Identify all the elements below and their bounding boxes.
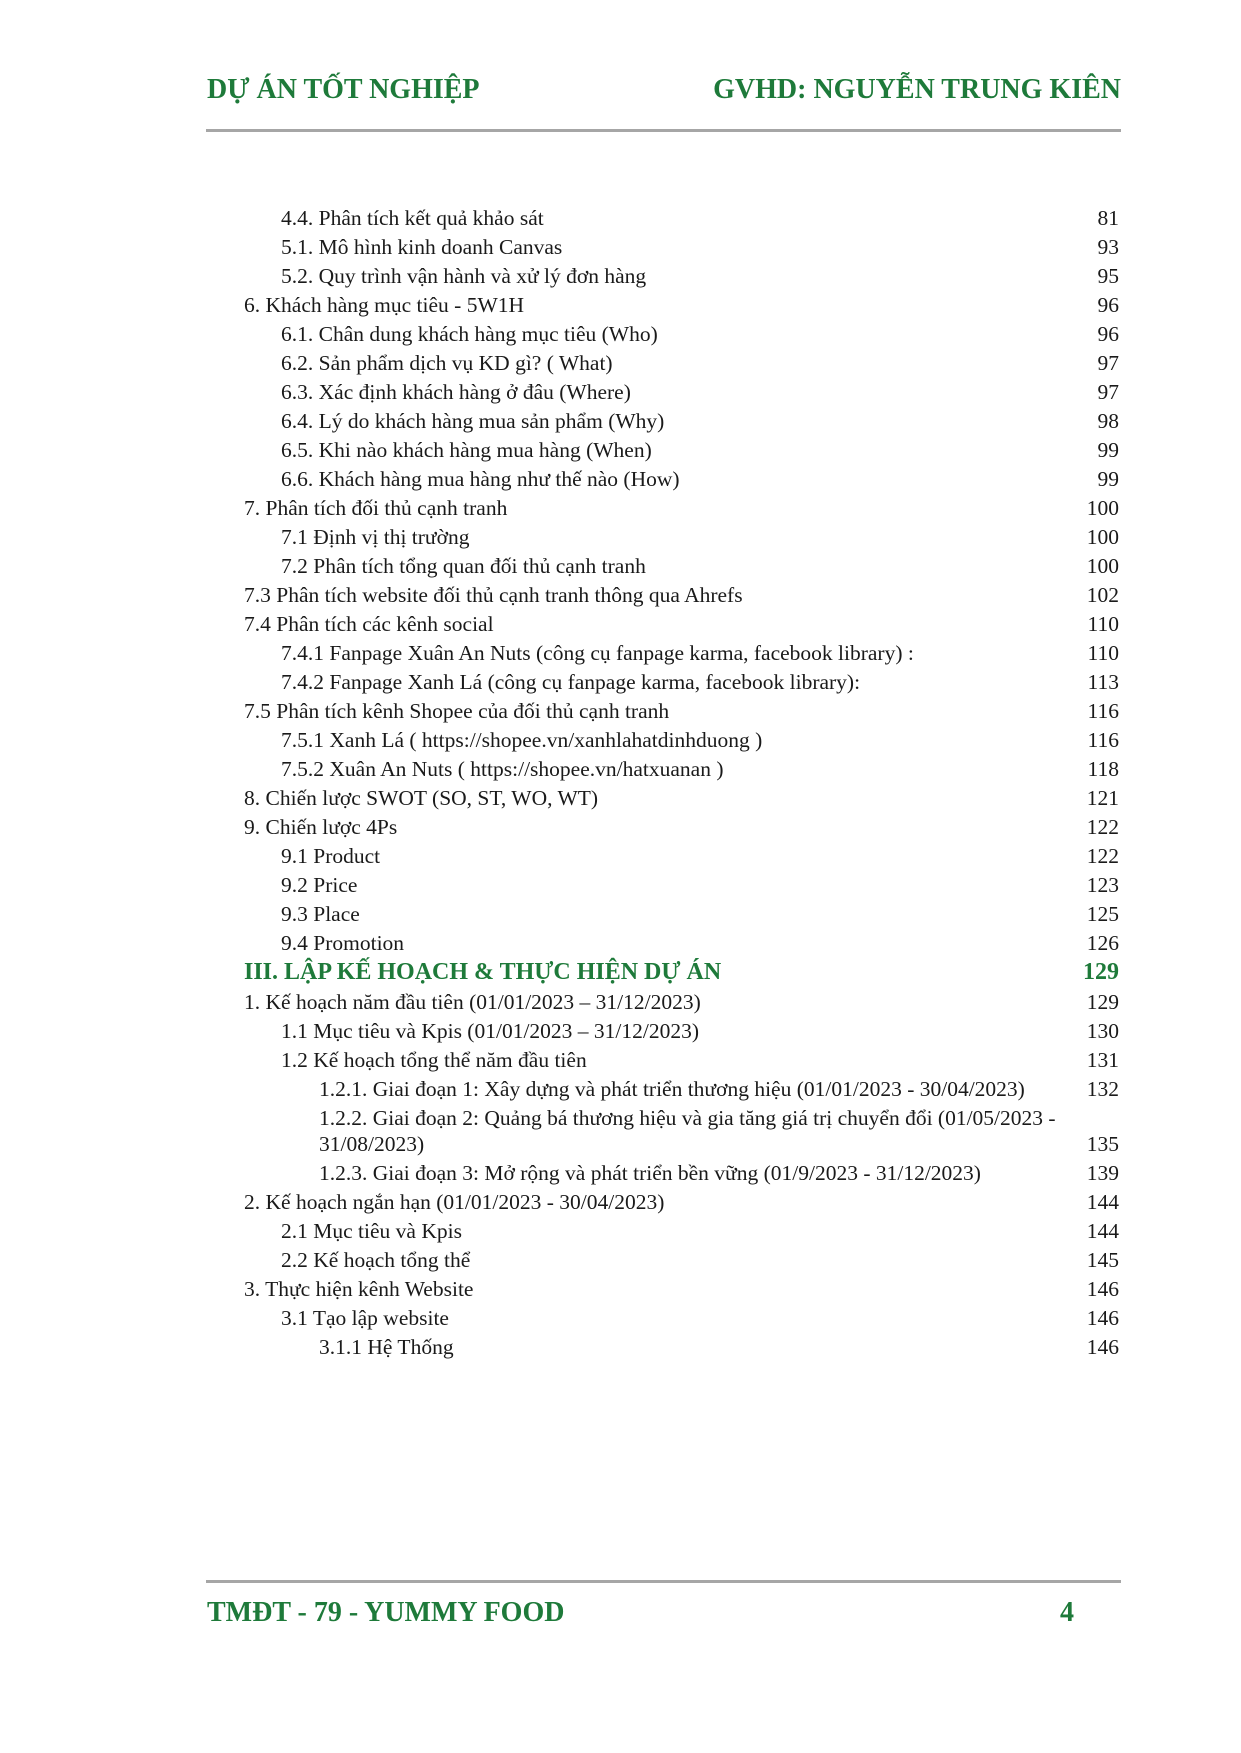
toc-entry-page: 121 xyxy=(1086,786,1119,810)
toc-entry-title: 6.3. Xác định khách hàng ở đâu (Where) xyxy=(281,380,631,404)
toc-entry-page: 139 xyxy=(1086,1161,1119,1185)
toc-entry-page: 130 xyxy=(1086,1019,1119,1043)
toc-entry-title: 9.2 Price xyxy=(281,873,358,897)
toc-entry-title: 5.2. Quy trình vận hành và xử lý đơn hàng xyxy=(281,264,647,288)
toc-entry-page: 146 xyxy=(1086,1306,1119,1330)
toc-entry-page: 122 xyxy=(1086,815,1119,839)
toc-entry-page: 100 xyxy=(1086,496,1119,520)
toc-entry-page: 100 xyxy=(1086,554,1119,578)
toc-entry-title: 7.4.2 Fanpage Xanh Lá (công cụ fanpage karma, facebook library): xyxy=(281,670,861,694)
toc-entry-title: 7.5.2 Xuân An Nuts ( https://shopee.vn/hatxuanan ) xyxy=(281,757,724,781)
toc-entry-title: 9.4 Promotion xyxy=(281,931,405,955)
toc-entry-title: III. LẬP KẾ HOẠCH & THỰC HIỆN DỰ ÁN xyxy=(244,959,722,985)
toc-entry-title: 6. Khách hàng mục tiêu - 5W1H xyxy=(244,293,525,317)
toc-entry-title: 6.5. Khi nào khách hàng mua hàng (When) xyxy=(281,438,652,462)
toc-entry-title: 6.1. Chân dung khách hàng mục tiêu (Who) xyxy=(281,322,658,346)
toc-entry-title: 3.1 Tạo lập website xyxy=(281,1306,449,1330)
toc-entry-page: 102 xyxy=(1086,583,1119,607)
toc-entry-page: 146 xyxy=(1086,1277,1119,1301)
toc-entry-page: 96 xyxy=(1097,293,1119,317)
toc-entry-page: 99 xyxy=(1097,467,1119,491)
toc-entry-page: 97 xyxy=(1097,351,1119,375)
toc-entry-page: 122 xyxy=(1086,844,1119,868)
toc-entry-page: 144 xyxy=(1086,1219,1119,1243)
toc-entry-page: 118 xyxy=(1087,757,1119,781)
toc-entry-page: 98 xyxy=(1097,409,1119,433)
toc-entry-title: 7.5.1 Xanh Lá ( https://shopee.vn/xanhlahatdinhduong ) xyxy=(281,728,763,752)
toc-entry-page: 135 xyxy=(1086,1132,1119,1156)
toc-entry-title: 2. Kế hoạch ngắn hạn (01/01/2023 - 30/04/2023) xyxy=(244,1190,665,1214)
header-divider xyxy=(206,129,1121,132)
toc-entry-page: 81 xyxy=(1097,206,1119,230)
toc-entry-page: 145 xyxy=(1086,1248,1119,1272)
toc-entry-title: 1.2.2. Giai đoạn 2: Quảng bá thương hiệu và gia tăng giá trị chuyển đổi (01/05/2023 - 31/08/2023) xyxy=(319,1106,1056,1156)
toc-entry-title: 8. Chiến lược SWOT (SO, ST, WO, WT) xyxy=(244,786,599,810)
toc-entry-page: 96 xyxy=(1097,322,1119,346)
toc-entry-title: 1. Kế hoạch năm đầu tiên (01/01/2023 – 31/12/2023) xyxy=(244,990,701,1014)
toc-entry-title: 6.2. Sản phẩm dịch vụ KD gì? ( What) xyxy=(281,351,613,375)
toc-entry-title: 1.2 Kế hoạch tổng thể năm đầu tiên xyxy=(281,1048,587,1072)
toc-entry-title: 7.2 Phân tích tổng quan đối thủ cạnh tranh xyxy=(281,554,646,578)
toc-entry-title: 9. Chiến lược 4Ps xyxy=(244,815,398,839)
toc-entry-title: 1.2.1. Giai đoạn 1: Xây dựng và phát triển thương hiệu (01/01/2023 - 30/04/2023) xyxy=(319,1077,1025,1101)
toc-entry-page: 132 xyxy=(1086,1077,1119,1101)
toc-entry-title: 7.4 Phân tích các kênh social xyxy=(244,612,494,636)
header-title: DỰ ÁN TỐT NGHIỆP xyxy=(207,74,480,105)
toc-entry-title: 7.3 Phân tích website đối thủ cạnh tranh thông qua Ahrefs xyxy=(244,583,743,607)
toc-entry-page: 131 xyxy=(1086,1048,1119,1072)
footer-title: TMĐT - 79 - YUMMY FOOD xyxy=(207,1597,565,1628)
toc-entry-title: 1.2.3. Giai đoạn 3: Mở rộng và phát triển bền vững (01/9/2023 - 31/12/2023) xyxy=(319,1161,981,1185)
toc-entry-title: 3.1.1 Hệ Thống xyxy=(319,1335,454,1359)
toc-entry-page: 116 xyxy=(1087,699,1119,723)
toc-entry-page: 95 xyxy=(1097,264,1119,288)
toc-entry-title: 7.4.1 Fanpage Xuân An Nuts (công cụ fanpage karma, facebook library) : xyxy=(281,641,914,665)
toc-entry-page: 129 xyxy=(1083,959,1119,985)
toc-entry-title: 7. Phân tích đối thủ cạnh tranh xyxy=(244,496,508,520)
toc-entry-title: 7.5 Phân tích kênh Shopee của đối thủ cạnh tranh xyxy=(244,699,670,723)
toc-entry-title: 2.2 Kế hoạch tổng thể xyxy=(281,1248,471,1272)
toc-entry-title: 4.4. Phân tích kết quả khảo sát xyxy=(281,206,544,230)
toc-entry-title: 6.4. Lý do khách hàng mua sản phẩm (Why) xyxy=(281,409,665,433)
toc-entry-title: 9.1 Product xyxy=(281,844,381,868)
toc-entry-title: 1.1 Mục tiêu và Kpis (01/01/2023 – 31/12/2023) xyxy=(281,1019,700,1043)
toc-entry-page: 125 xyxy=(1086,902,1119,926)
footer-divider xyxy=(206,1580,1121,1583)
toc-entry-page: 116 xyxy=(1087,728,1119,752)
toc-entry-title: 2.1 Mục tiêu và Kpis xyxy=(281,1219,462,1243)
toc-entry-page: 110 xyxy=(1087,612,1119,636)
toc-entry-page: 123 xyxy=(1086,873,1119,897)
toc-entry-title: 7.1 Định vị thị trường xyxy=(281,525,470,549)
toc-entry-page: 144 xyxy=(1086,1190,1119,1214)
toc-entry-page: 97 xyxy=(1097,380,1119,404)
toc-entry-page: 126 xyxy=(1086,931,1119,955)
footer-page-number: 4 xyxy=(1060,1597,1074,1628)
toc-entry-title: 6.6. Khách hàng mua hàng như thế nào (How) xyxy=(281,467,680,491)
toc-entry-page: 100 xyxy=(1086,525,1119,549)
toc-entry-page: 113 xyxy=(1087,670,1119,694)
toc-entry-page: 93 xyxy=(1097,235,1119,259)
toc-entry-page: 110 xyxy=(1087,641,1119,665)
toc-entry-page: 129 xyxy=(1086,990,1119,1014)
toc-entry-page: 146 xyxy=(1086,1335,1119,1359)
toc-entry-title: 3. Thực hiện kênh Website xyxy=(244,1277,474,1301)
header-supervisor: GVHD: NGUYỄN TRUNG KIÊN xyxy=(713,74,1121,105)
toc-entry-title: 9.3 Place xyxy=(281,902,360,926)
toc-entry-page: 99 xyxy=(1097,438,1119,462)
toc-entry-title: 5.1. Mô hình kinh doanh Canvas xyxy=(281,235,563,259)
